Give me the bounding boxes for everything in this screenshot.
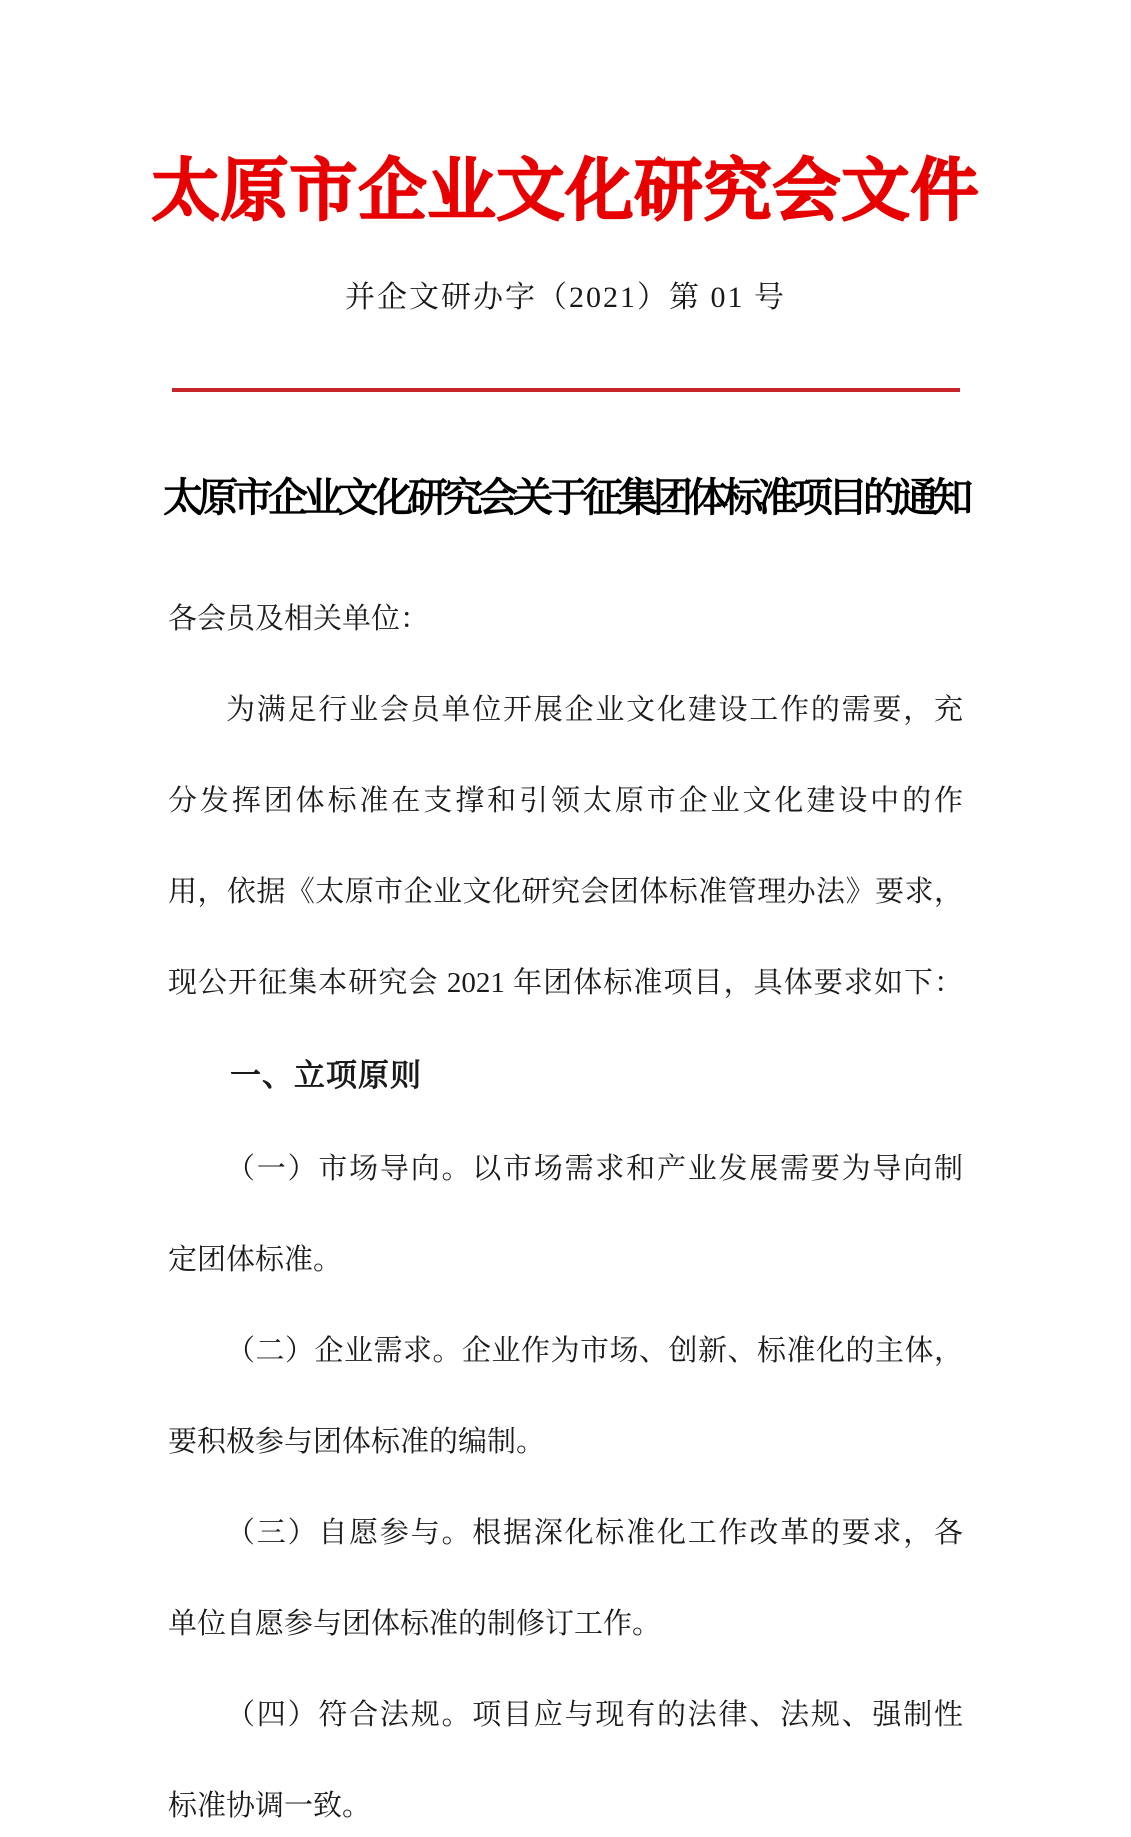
masthead-title: 太原市企业文化研究会文件	[151, 153, 980, 229]
item-3-line: 单位自愿参与团体标准的制修订工作。	[168, 1608, 662, 1640]
intro-line: 现公开征集本研究会 2021 年团体标准项目，具体要求如下：	[168, 967, 963, 999]
item-2-line: 要积极参与团体标准的编制。	[168, 1426, 546, 1458]
intro-line: 为满足行业会员单位开展企业文化建设工作的需要，充	[226, 694, 963, 726]
red-divider-line	[172, 388, 960, 392]
notice-body	[0, 474, 1131, 1837]
notice-text	[168, 588, 963, 1837]
item-2-line: （二）企业需求。企业作为市场、创新、标准化的主体，	[226, 1335, 963, 1367]
notice-title: 太原市企业文化研究会关于征集团体标准项目的通知	[163, 476, 968, 520]
item-1-line: 定团体标准。	[168, 1244, 343, 1276]
masthead	[0, 0, 1131, 392]
section-heading: 一、立项原则	[230, 1058, 422, 1093]
item-4-line: （四）符合法规。项目应与现有的法律、法规、强制性	[226, 1699, 963, 1731]
intro-line: 用，依据《太原市企业文化研究会团体标准管理办法》要求，	[168, 876, 963, 908]
item-4-line: 标准协调一致。	[168, 1790, 372, 1822]
item-1-line: （一）市场导向。以市场需求和产业发展需要为导向制	[226, 1153, 963, 1185]
intro-line: 分发挥团体标准在支撑和引领太原市企业文化建设中的作	[168, 785, 963, 817]
item-3-line: （三）自愿参与。根据深化标准化工作改革的要求，各	[226, 1517, 963, 1549]
doc-number: 并企文研办字（2021）第 01 号	[345, 281, 786, 314]
salutation-line: 各会员及相关单位：	[168, 603, 430, 635]
